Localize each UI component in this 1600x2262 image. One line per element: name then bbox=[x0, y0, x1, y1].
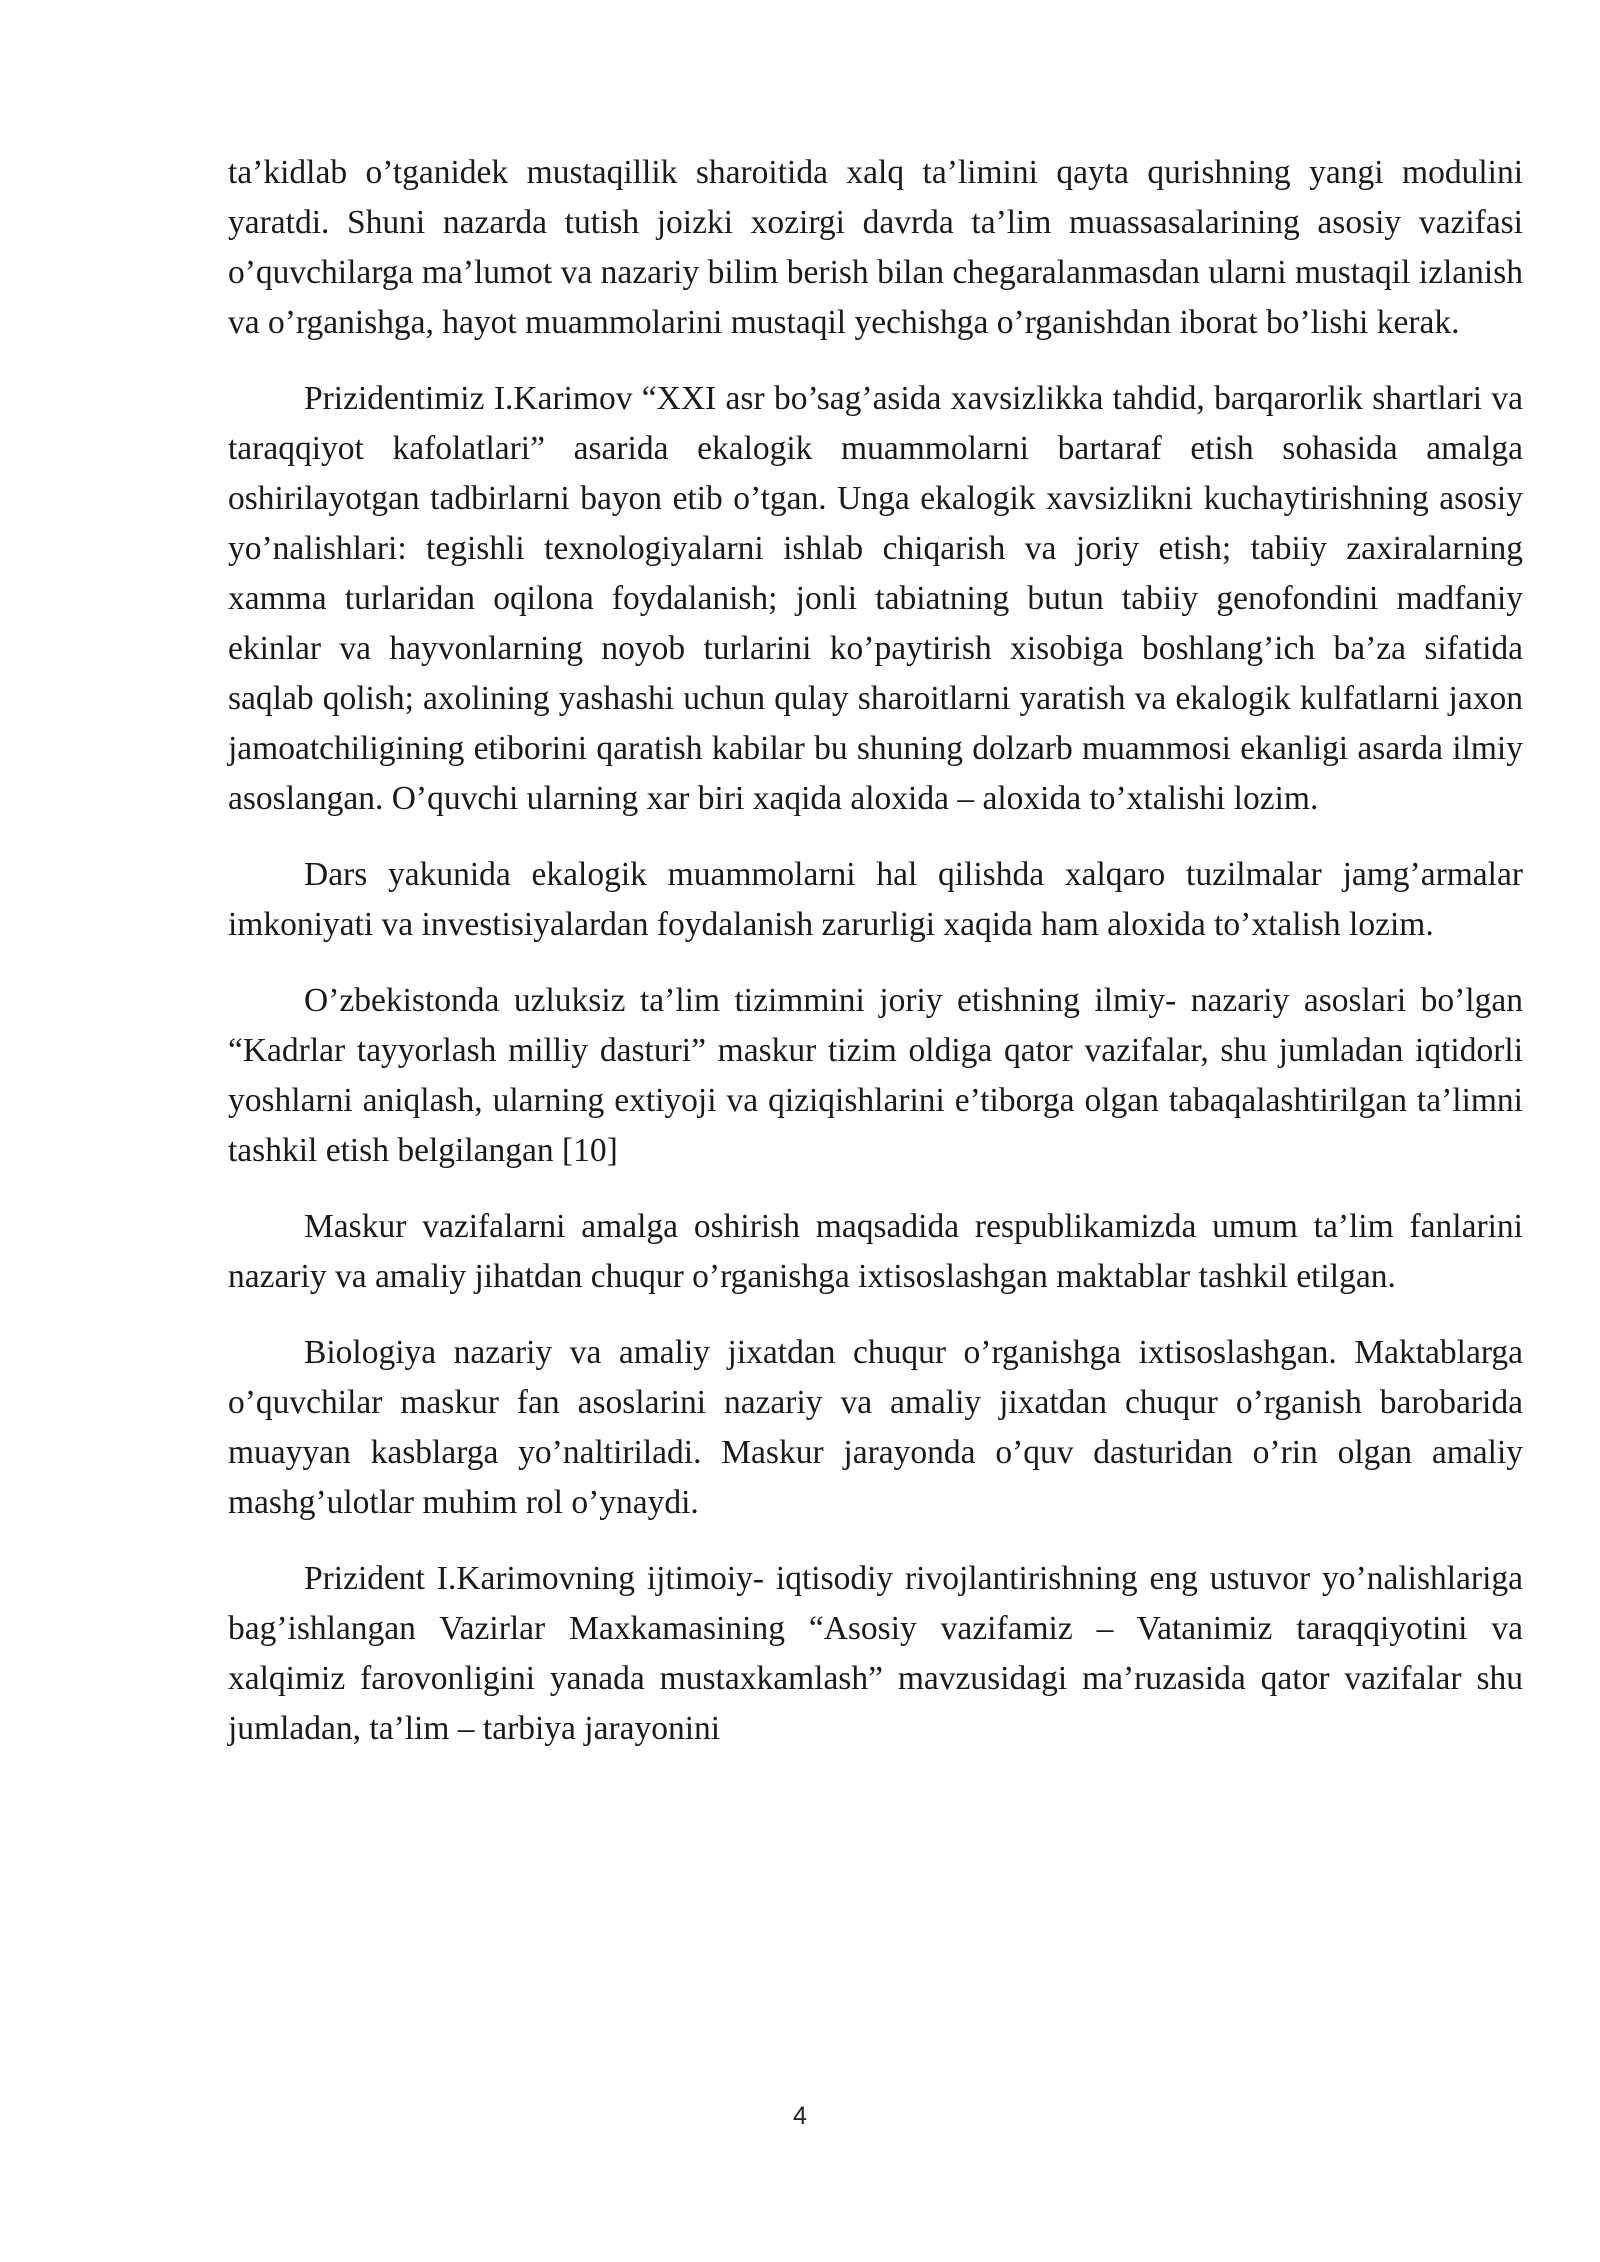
paragraph-3: Dars yakunida ekalogik muammolarni hal qilishda xalqaro tuzilmalar jamg’armalar imkoniyati va investisiyalardan foydalanish zarurligi xaqida ham aloxida to’xtalish lozim. bbox=[228, 856, 1523, 943]
paragraph-6: Biologiya nazariy va amaliy jixatdan chuqur o’rganishga ixtisoslashgan. Maktablarga o’quvchilar maskur fan asoslarini nazariy va amaliy jixatdan chuqur o’rganish barobarida muayyan kasblarga yo’naltiriladi. Maskur jarayonda o’quv dasturidan o’rin olgan amaliy mashg’ulotlar muhim rol o’ynaydi. bbox=[228, 1334, 1523, 1521]
page-number: 4 bbox=[793, 2102, 807, 2130]
body-text bbox=[228, 148, 1523, 1780]
paragraph-4: O’zbekistonda uzluksiz ta’lim tizimmini joriy etishning ilmiy- nazariy asoslari bo’lgan “Kadrlar tayyorlash milliy dasturi” maskur tizim oldiga qator vazifalar, shu jumladan iqtidorli yoshlarni aniqlash, ularning extiyoji va qiziqishlarini e’tiborga olgan tabaqalashtirilgan ta’limni tashkil etish belgilangan [10] bbox=[228, 982, 1523, 1169]
paragraph-2: Prizidentimiz I.Karimov “XXI asr bo’sag’asida xavsizlikka tahdid, barqarorlik shartlari va taraqqiyot kafolatlari” asarida ekalogik muammolarni bartaraf etish sohasida amalga oshirilayotgan tadbirlarni bayon etib o’tgan. Unga ekalogik xavsizlikni kuchaytirishning asosiy yo’nalishlari: tegishli texnologiyalarni ishlab chiqarish va joriy etish; tabiiy zaxiralarning xamma turlaridan oqilona foydalanish; jonli tabiatning butun tabiiy genofondini madfaniy ekinlar va hayvonlarning noyob turlarini ko’paytirish xisobiga boshlang’ich ba’za sifatida saqlab qolish; axolining yashashi uchun qulay sharoitlarni yaratish va ekalogik kulfatlarni jaxon jamoatchiligining etiborini qaratish kabilar bu shuning dolzarb muammosi ekanligi asarda ilmiy asoslangan. O’quvchi ularning xar biri xaqida aloxida – aloxida to’xtalishi lozim. bbox=[228, 380, 1523, 817]
paragraph-5: Maskur vazifalarni amalga oshirish maqsadida respublikamizda umum ta’lim fanlarini nazariy va amaliy jihatdan chuqur o’rganishga ixtisoslashgan maktablar tashkil etilgan. bbox=[228, 1208, 1523, 1295]
paragraph-1: ta’kidlab o’tganidek mustaqillik sharoitida xalq ta’limini qayta qurishning yangi modulini yaratdi. Shuni nazarda tutish joizki xozirgi davrda ta’lim muassasalarining asosiy vazifasi o’quvchilarga ma’lumot va nazariy bilim berish bilan chegaralanmasdan ularni mustaqil izlanish va o’rganishga, hayot muammolarini mustaqil yechishga o’rganishdan iborat bo’lishi kerak. bbox=[228, 154, 1523, 341]
paragraph-7: Prizident I.Karimovning ijtimoiy- iqtisodiy rivojlantirishning eng ustuvor yo’nalishlariga bag’ishlangan Vazirlar Maxkamasining “Asosiy vazifamiz – Vatanimiz taraqqiyotini va xalqimiz farovonligini yanada mustaxkamlash” mavzusidagi ma’ruzasida qator vazifalar shu jumladan, ta’lim – tarbiya jarayonini bbox=[228, 1560, 1523, 1747]
